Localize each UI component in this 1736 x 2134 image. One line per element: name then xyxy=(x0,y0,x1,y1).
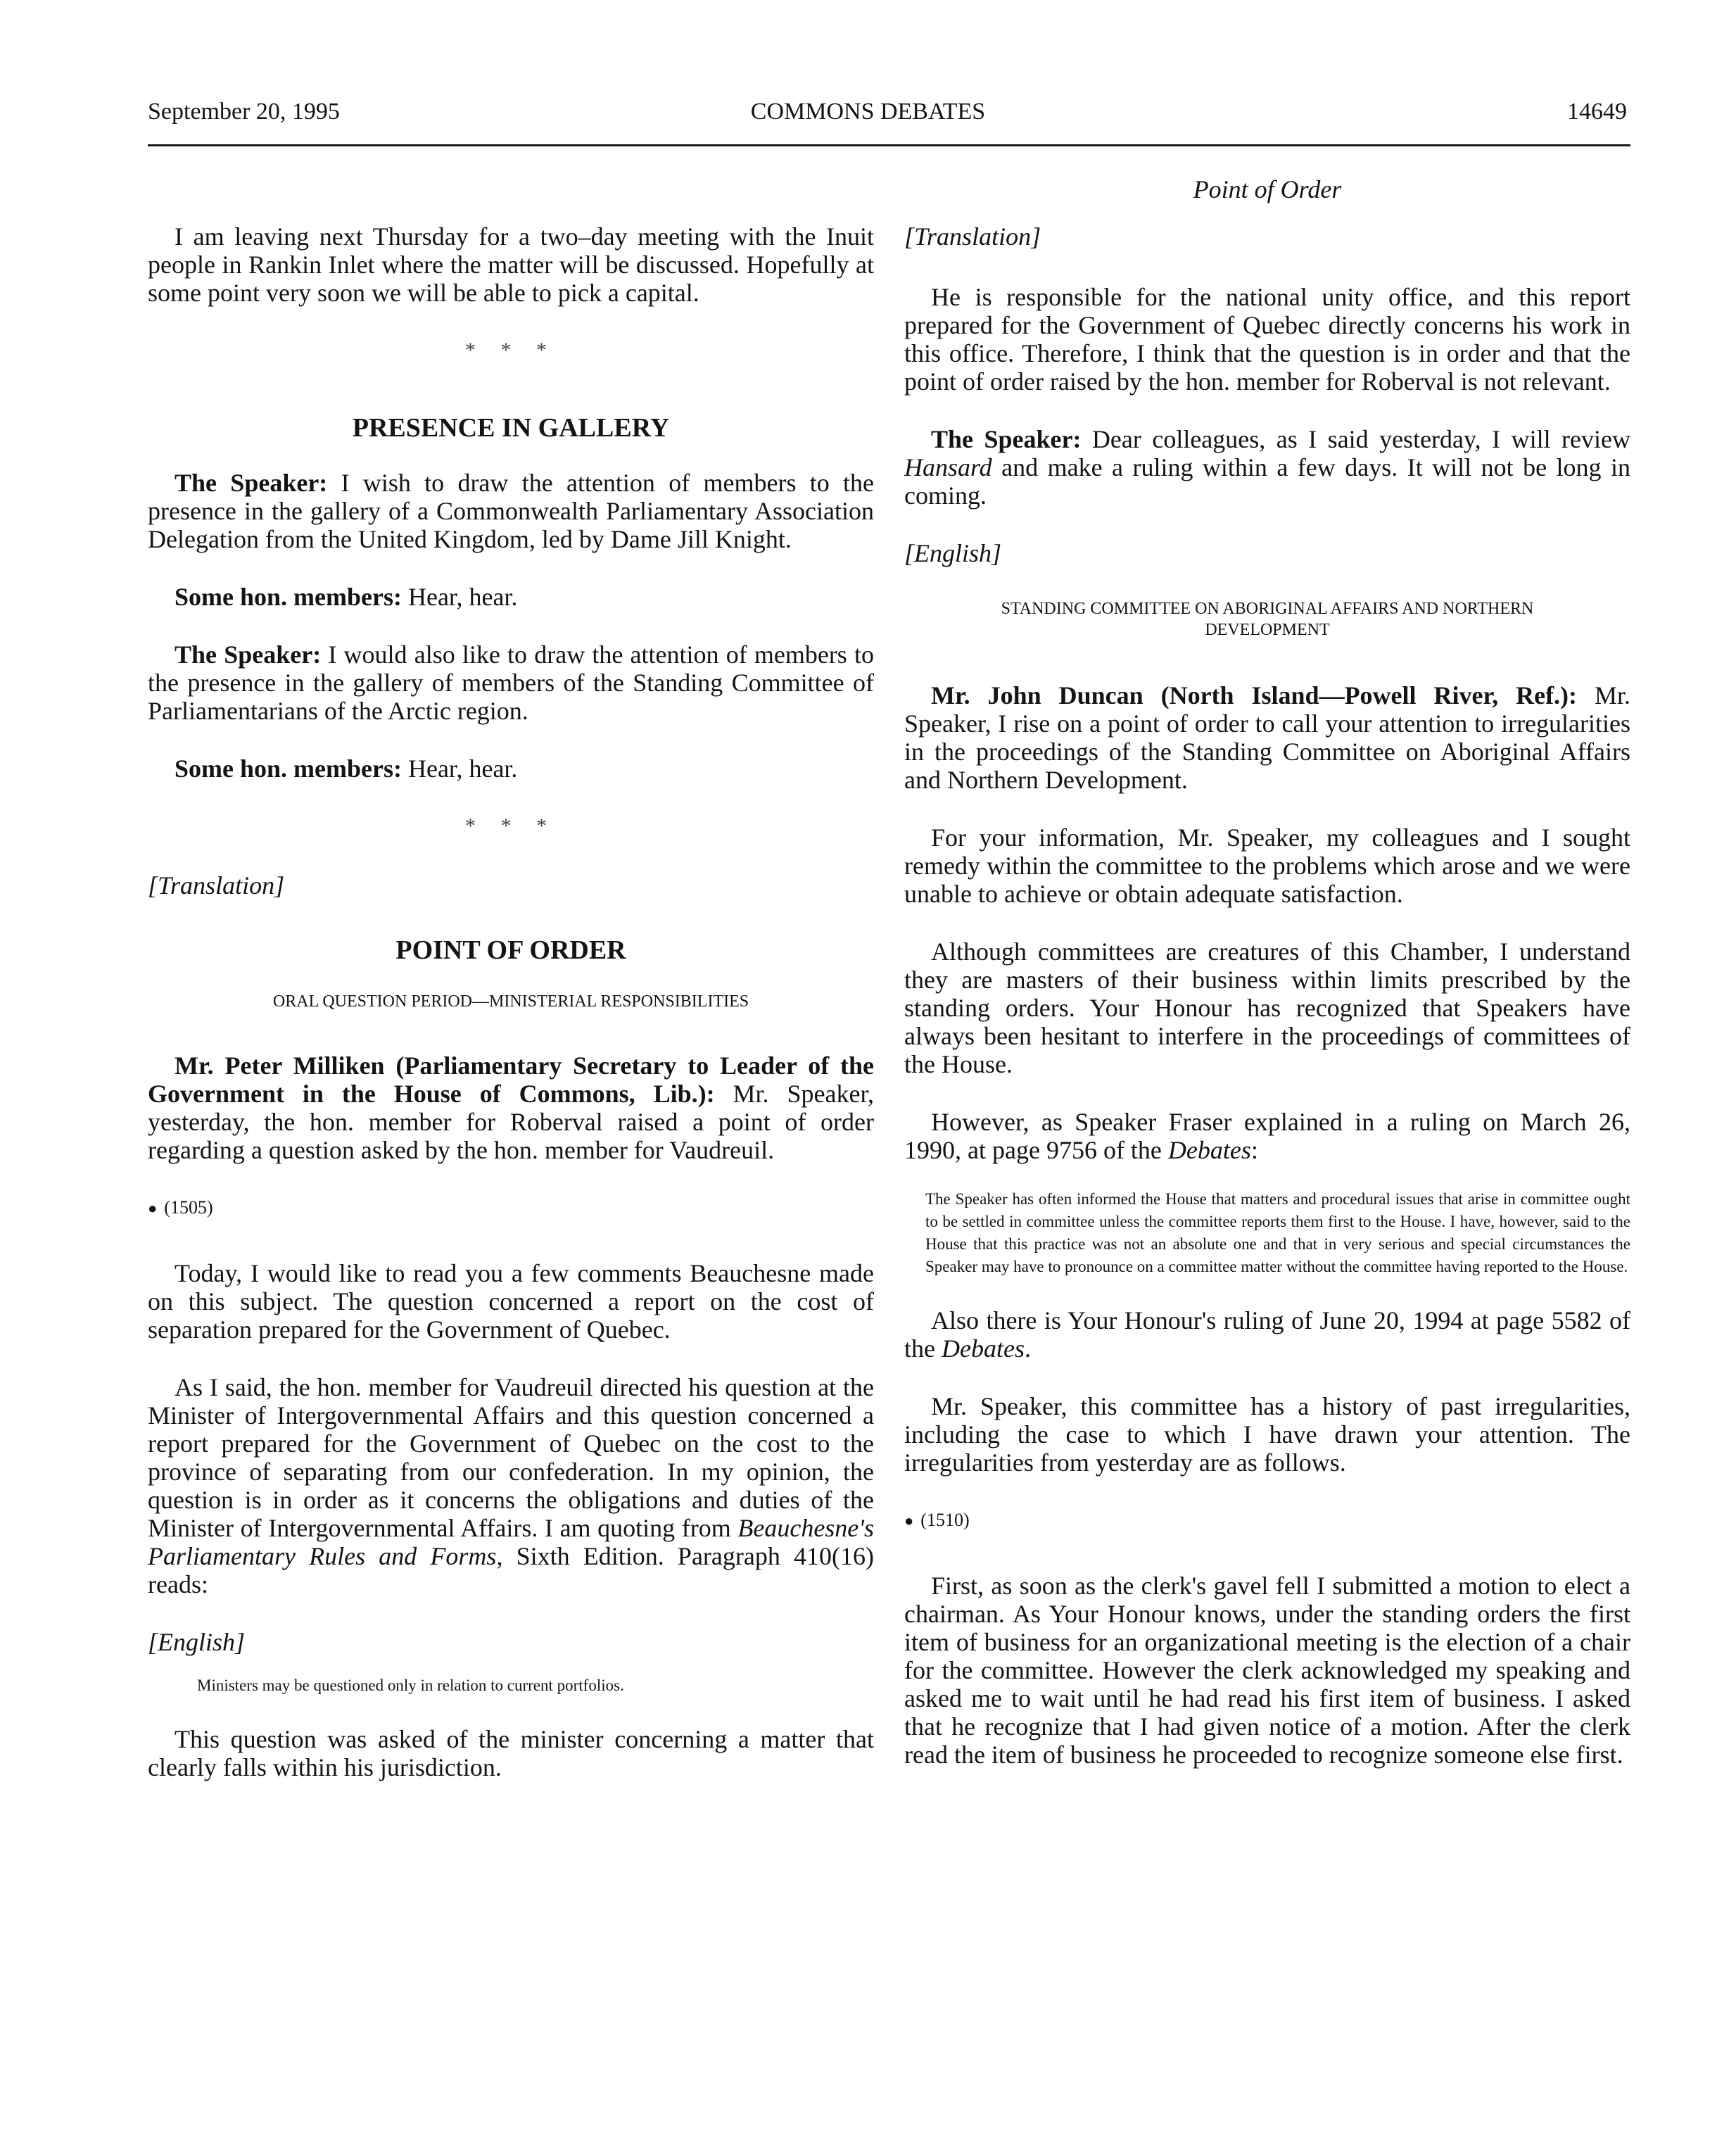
speaker-name: Some hon. members: xyxy=(175,755,402,783)
paragraph: I am leaving next Thursday for a two–day meeting with the Inuit people in Rankin Inlet where the matter will be discussed. Hopefully at some point very soon we will be able to pick a capital. xyxy=(148,222,874,307)
language-tag: [English] xyxy=(148,1628,246,1656)
speaker-name: Mr. John Duncan (North Island—Powell River, Ref.): xyxy=(931,681,1578,709)
left-column xyxy=(148,222,874,1811)
paragraph: As I said, the hon. member for Vaudreuil directed his question at the Minister of Intergovernmental Affairs and this question concerned a report prepared for the Government of Quebec on the cost to the province of separating from our confederation. In my opinion, the question is in order as it concerns the obligations and duties of the Minister of Intergovernmental Affairs. I am quoting from Beauchesne's Parliamentary Rules and Forms, Sixth Edition. Paragraph 410(16) reads: xyxy=(148,1373,874,1598)
publication-title: Debates xyxy=(941,1334,1025,1363)
translation-tag: [Translation] xyxy=(148,871,285,899)
bullet-icon: ● xyxy=(904,1512,914,1529)
block-quote: Ministers may be questioned only in relation to current portfolios. xyxy=(197,1677,624,1694)
publication-title: Debates xyxy=(1167,1136,1251,1164)
speech-text: I wish to draw the attention of members to the presence in the gallery of a Commonwealth Parliamentary Association Delegation from the United Kingdom, led by Dame Jill Knight. xyxy=(148,469,875,553)
section-heading: PRESENCE IN GALLERY xyxy=(352,413,670,443)
speaker-name: Some hon. members: xyxy=(175,583,402,611)
section-separator: * * * xyxy=(465,814,557,838)
timestamp: ● (1505) xyxy=(148,1197,213,1218)
paragraph: The Speaker: Dear colleagues, as I said yesterday, I will review Hansard and make a ruling within a few days. It will not be long in coming. xyxy=(904,425,1631,510)
sub-heading: STANDING COMMITTEE ON ABORIGINAL AFFAIRS AND NORTHERN DEVELOPMENT xyxy=(1001,600,1534,639)
paragraph: Today, I would like to read you a few comments Beauchesne made on this subject. The question concerned a report on the cost of separation prepared for the Government of Quebec. xyxy=(148,1259,874,1344)
speech-text: Hear, hear. xyxy=(401,583,518,611)
timestamp: ● (1510) xyxy=(904,1510,970,1530)
paragraph xyxy=(148,1052,874,1164)
speech-text: Mr. Speaker, I rise on a point of order to call your attention to irregularities in the proceedings of the Standing Committee on Aboriginal Affairs and Northern Development. xyxy=(904,681,1631,794)
paragraph: First, as soon as the clerk's gavel fell I submitted a motion to elect a chairman. As Your Honour knows, under the standing orders the first item of business for an organizational meeting is the election of a chair for the committee. However the clerk acknowledged my speaking and asked me to wait until he had read his first item of business. I asked that he recognize that I had given notice of a motion. After the clerk read the item of business he proceeded to recognize someone else first. xyxy=(904,1572,1630,1769)
speaker-name: Mr. Peter Milliken (Parliamentary Secretary to Leader of the Government in the House of Commons, Lib.): xyxy=(148,1052,874,1108)
translation-tag: [Translation] xyxy=(904,222,1041,251)
block-quote: The Speaker has often informed the House that matters and procedural issues that arise in committee ought to be settled in committee unless the committee reports them first to the House. I have, however, said to the House that this practice was not an absolute one and that in very serious and special circumstances the Speaker may have to pronounce on a committee matter without the committee having reported to the House. xyxy=(925,1190,1630,1275)
paragraph: For your information, Mr. Speaker, my colleagues and I sought remedy within the committee to the problems which arose and we were unable to achieve or obtain adequate satisfaction. xyxy=(904,823,1630,908)
sub-heading: ORAL QUESTION PERIOD—MINISTERIAL RESPONSIBILITIES xyxy=(272,992,749,1011)
paragraph: However, as Speaker Fraser explained in a ruling on March 26, 1990, at page 9756 of the Debates: xyxy=(904,1108,1630,1164)
speech-text: Mr. Speaker, yesterday, the hon. member for Roberval raised a point of order regarding a question asked by the hon. member for Vaudreuil. xyxy=(148,1080,874,1164)
paragraph xyxy=(904,681,1630,794)
bullet-icon: ● xyxy=(148,1199,158,1217)
paragraph xyxy=(148,755,874,783)
speaker-name: The Speaker: xyxy=(175,640,322,669)
paragraph: He is responsible for the national unity office, and this report prepared for the Government of Quebec directly concerns his work in this office. Therefore, I think that the question is in order and that the point of order raised by the hon. member for Roberval is not relevant. xyxy=(904,283,1630,396)
running-title: Point of Order xyxy=(1193,175,1342,203)
paragraph: This question was asked of the minister concerning a matter that clearly falls within his jurisdiction. xyxy=(148,1725,874,1781)
speech-text: Hear, hear. xyxy=(401,755,518,783)
publication-title: Hansard xyxy=(904,453,992,481)
language-tag: [English] xyxy=(904,539,1002,567)
section-heading: POINT OF ORDER xyxy=(395,935,626,965)
speaker-name: The Speaker: xyxy=(175,469,328,497)
header-date: September 20, 1995 xyxy=(148,99,340,125)
speaker-name: The Speaker: xyxy=(931,425,1082,453)
header-title: COMMONS DEBATES xyxy=(750,99,986,125)
speech-text: I would also like to draw the attention of members to the presence in the gallery of members of the Standing Committee of Parliamentarians of the Arctic region. xyxy=(148,640,875,725)
paragraph: Also there is Your Honour's ruling of June 20, 1994 at page 5582 of the Debates. xyxy=(904,1306,1630,1363)
header-rule xyxy=(148,144,1630,146)
section-separator: * * * xyxy=(465,339,557,362)
paragraph: Mr. Speaker, this committee has a history of past irregularities, including the case to which I have drawn your attention. The irregularities from yesterday are as follows. xyxy=(904,1392,1630,1477)
page-number: 14649 xyxy=(1567,99,1627,125)
right-column xyxy=(904,222,1630,1798)
paragraph xyxy=(148,640,874,725)
paragraph: Although committees are creatures of this Chamber, I understand they are masters of their business within limits prescribed by the standing orders. Your Honour has recognized that Speakers have always been hesitant to interfere in the proceedings of committees of the House. xyxy=(904,937,1630,1078)
paragraph xyxy=(148,469,874,553)
paragraph xyxy=(148,583,874,611)
book-title: Beauchesne's Parliamentary Rules and Forms xyxy=(148,1514,874,1570)
